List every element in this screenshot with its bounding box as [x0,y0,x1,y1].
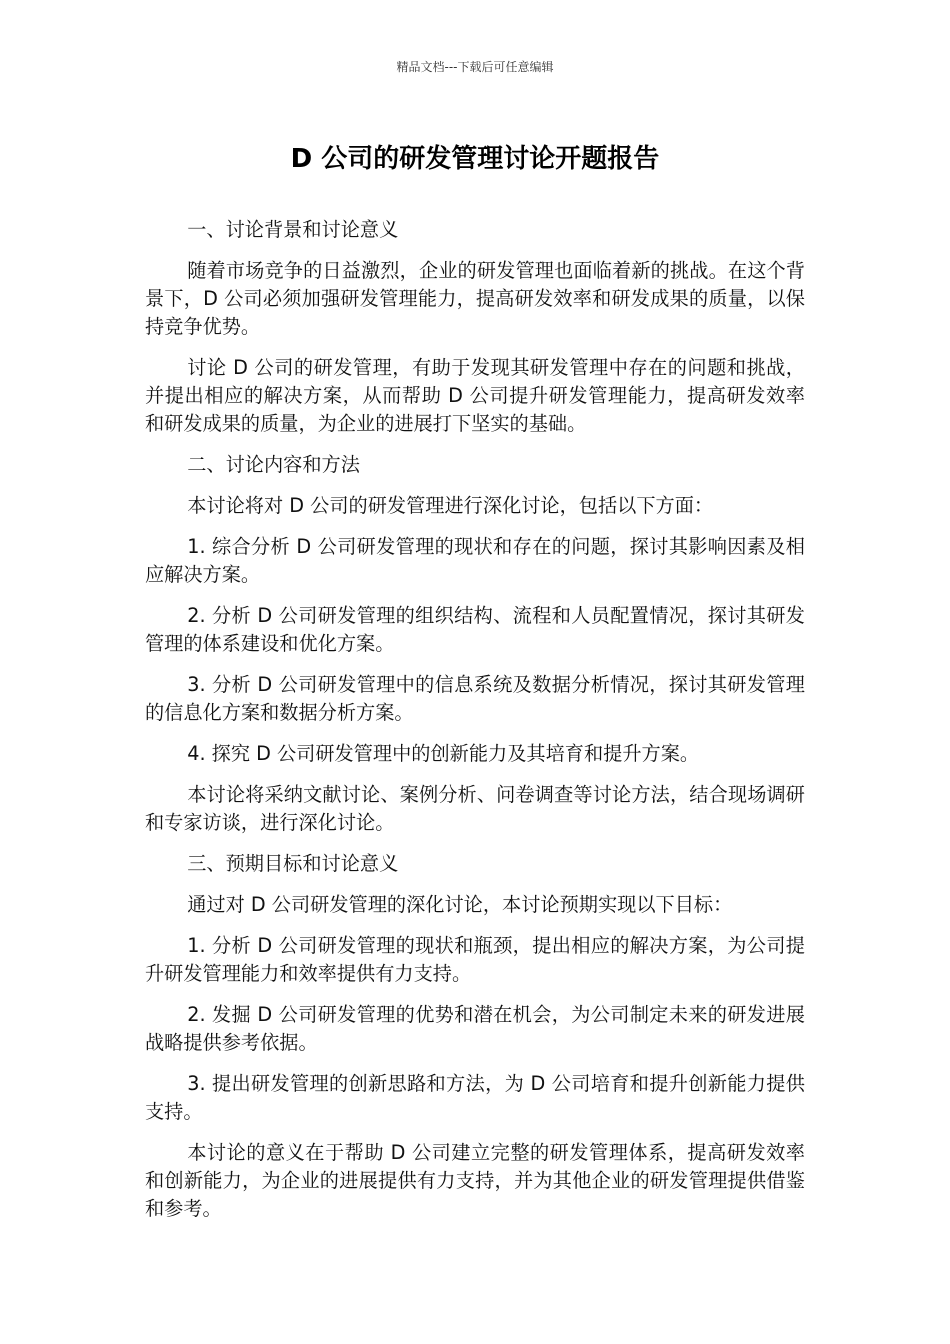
paragraph: 随着市场竞争的日益激烈，企业的研发管理也面临着新的挑战。在这个背景下，D 公司必须加强研发管理能力，提高研发效率和研发成果的质量，以保持竞争优势。 [145,259,805,338]
document-title: D 公司的研发管理讨论开题报告 [290,144,660,174]
list-item: 1. 综合分析 D 公司研发管理的现状和存在的问题，探讨其影响因素及相应解决方案。 [145,535,805,586]
list-item: 4. 探究 D 公司研发管理中的创新能力及其培育和提升方案。 [187,742,700,765]
paragraph: 本讨论将对 D 公司的研发管理进行深化讨论，包括以下方面： [187,494,714,517]
list-item: 3. 分析 D 公司研发管理中的信息系统及数据分析情况，探讨其研发管理的信息化方案和数据分析方案。 [145,673,805,724]
paragraph: 讨论 D 公司的研发管理，有助于发现其研发管理中存在的问题和挑战，并提出相应的解决方案，从而帮助 D 公司提升研发管理能力，提高研发效率和研发成果的质量，为企业的进展打下坚实的基础。 [145,356,805,435]
section-heading-background: 一、讨论背景和讨论意义 [187,218,399,241]
paragraph: 本讨论将采纳文献讨论、案例分析、问卷调查等讨论方法，结合现场调研和专家访谈，进行深化讨论。 [145,783,805,834]
section-heading-goals: 三、预期目标和讨论意义 [187,852,399,875]
list-item: 1. 分析 D 公司研发管理的现状和瓶颈，提出相应的解决方案，为公司提升研发管理能力和效率提供有力支持。 [145,934,805,985]
document-body [145,216,805,1236]
list-item: 3. 提出研发管理的创新思路和方法，为 D 公司培育和提升创新能力提供支持。 [145,1072,805,1123]
list-item: 2. 发掘 D 公司研发管理的优势和潜在机会，为公司制定未来的研发进展战略提供参考依据。 [145,1003,805,1054]
paragraph: 通过对 D 公司研发管理的深化讨论，本讨论预期实现以下目标： [187,893,733,916]
list-item: 2. 分析 D 公司研发管理的组织结构、流程和人员配置情况，探讨其研发管理的体系建设和优化方案。 [145,604,805,655]
section-heading-content-methods: 二、讨论内容和方法 [187,453,360,476]
header-note: 精品文档---下载后可任意编辑 [396,60,554,74]
paragraph: 本讨论的意义在于帮助 D 公司建立完整的研发管理体系，提高研发效率和创新能力，为企业的进展提供有力支持，并为其他企业的研发管理提供借鉴和参考。 [145,1141,805,1220]
